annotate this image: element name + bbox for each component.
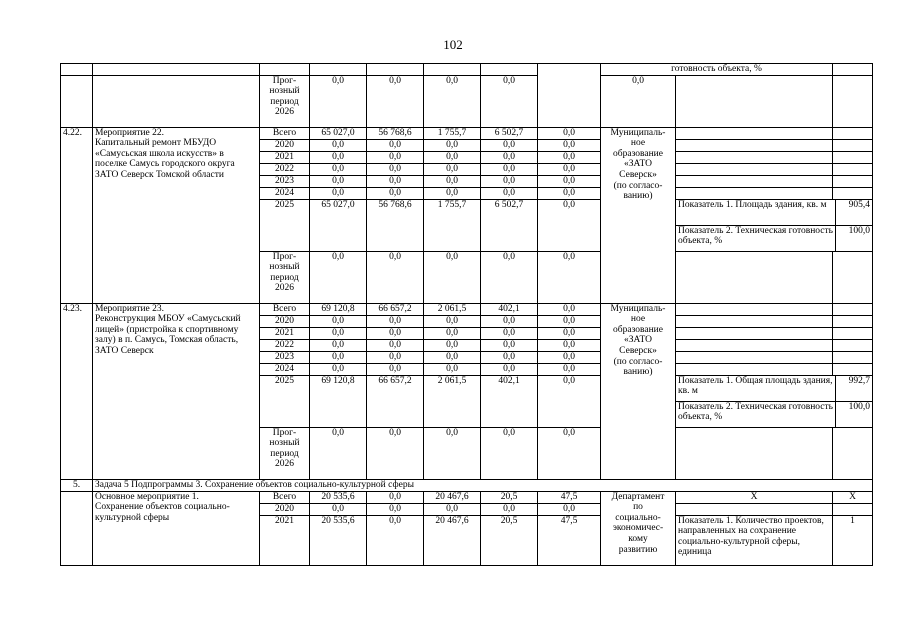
value-cell: 69 120,8 [310, 303, 367, 315]
empty-cell [61, 75, 93, 127]
value-cell: 0,0 [481, 351, 538, 363]
value-cell: 0,0 [367, 315, 424, 327]
value-cell: 20,5 [481, 491, 538, 503]
value-cell: 0,0 [481, 315, 538, 327]
value-cell: 0,0 [367, 427, 424, 479]
value-cell: 0,0 [310, 187, 367, 199]
value-cell: 0,0 [601, 75, 676, 127]
value-cell: 0,0 [424, 163, 481, 175]
value-cell: 20 467,6 [424, 515, 481, 565]
value-cell: 65 027,0 [310, 127, 367, 139]
value-cell: 0,0 [538, 175, 601, 187]
value-cell: 0,0 [481, 327, 538, 339]
empty-cell [833, 427, 873, 479]
empty-cell [676, 175, 833, 187]
year-cell: 2020 [260, 503, 310, 515]
value-cell: 0,0 [367, 503, 424, 515]
year-cell: Прог- нозный период 2026 [260, 75, 310, 127]
executor-cell: Муниципаль- ное образование «ЗАТО Северск» (по согласо- ванию) [601, 127, 676, 303]
year-cell: 2021 [260, 327, 310, 339]
value-cell: 0,0 [481, 363, 538, 375]
year-cell: 2024 [260, 363, 310, 375]
value-cell: 0,0 [481, 139, 538, 151]
value-cell: 0,0 [538, 315, 601, 327]
indicator-value: 1 [833, 515, 873, 565]
empty-cell [676, 339, 833, 351]
value-cell: 0,0 [481, 339, 538, 351]
value-cell: 0,0 [310, 163, 367, 175]
table-row [61, 491, 873, 503]
indicator-value: 905,4 [836, 200, 873, 226]
year-cell: Прог- нозный период 2026 [260, 427, 310, 479]
value-cell: 0,0 [538, 187, 601, 199]
table-row [61, 303, 873, 315]
value-cell: 0,0 [424, 175, 481, 187]
value-cell: 0,0 [481, 175, 538, 187]
empty-cell [310, 64, 367, 76]
empty-cell [367, 64, 424, 76]
year-cell: 2022 [260, 339, 310, 351]
empty-cell [676, 251, 833, 303]
program-table [60, 63, 873, 566]
value-cell: 0,0 [367, 175, 424, 187]
value-cell: 0,0 [424, 187, 481, 199]
table-row [61, 75, 873, 127]
value-cell: 56 768,6 [367, 199, 424, 251]
item-number: 4.23. [61, 303, 93, 479]
value-cell: 0,0 [424, 315, 481, 327]
value-cell: 0,0 [481, 187, 538, 199]
value-cell: 66 657,2 [367, 303, 424, 315]
value-cell: 1 755,7 [424, 127, 481, 139]
value-cell: 0,0 [424, 427, 481, 479]
empty-cell [833, 151, 873, 163]
value-cell: 0,0 [367, 187, 424, 199]
empty-cell [260, 64, 310, 76]
empty-cell [833, 187, 873, 199]
value-cell: 0,0 [367, 151, 424, 163]
page-number: 102 [443, 37, 463, 52]
empty-cell [676, 427, 833, 479]
value-cell: 20 535,6 [310, 491, 367, 503]
value-cell: 0,0 [538, 351, 601, 363]
indicator-label: Показатель 1. Общая площадь здания, кв. м [676, 376, 836, 402]
table-row [61, 64, 873, 76]
x-label: X [676, 491, 833, 503]
item-number: 4.22. [61, 127, 93, 303]
empty-cell [676, 315, 833, 327]
value-cell: 0,0 [481, 75, 538, 127]
value-cell: 402,1 [481, 375, 538, 427]
value-cell: 0,0 [310, 351, 367, 363]
value-cell: 65 027,0 [310, 199, 367, 251]
value-cell: 0,0 [424, 151, 481, 163]
value-cell: 0,0 [310, 427, 367, 479]
indicator-value: 992,7 [836, 376, 873, 402]
indicator-subtable [676, 376, 872, 427]
value-cell: 0,0 [310, 327, 367, 339]
empty-cell [833, 127, 873, 139]
value-cell: 47,5 [538, 515, 601, 565]
value-cell: 2 061,5 [424, 303, 481, 315]
value-cell: 402,1 [481, 303, 538, 315]
empty-cell [833, 163, 873, 175]
indicator-row [676, 376, 872, 402]
value-cell: 66 657,2 [367, 375, 424, 427]
value-cell: 0,0 [538, 139, 601, 151]
year-cell: 2025 [260, 199, 310, 251]
value-cell: 0,0 [367, 327, 424, 339]
value-cell: 69 120,8 [310, 375, 367, 427]
value-cell: 0,0 [538, 251, 601, 303]
empty-cell [676, 163, 833, 175]
value-cell: 0,0 [538, 303, 601, 315]
indicator-value: 100,0 [848, 225, 870, 236]
value-cell: 0,0 [538, 375, 601, 427]
value-cell: 0,0 [367, 163, 424, 175]
empty-cell [833, 503, 873, 515]
empty-cell [833, 251, 873, 303]
value-cell: 0,0 [424, 327, 481, 339]
empty-cell [676, 75, 833, 127]
value-cell: 0,0 [424, 339, 481, 351]
task-number: 5. [61, 479, 93, 491]
year-cell: Всего [260, 303, 310, 315]
indicator-row [676, 401, 872, 427]
empty-cell [61, 491, 93, 565]
value-cell: 0,0 [367, 139, 424, 151]
indicator-label: Показатель 1. Количество проектов, направленных на сохранение социально-культурной сферы, единица [676, 515, 833, 565]
value-cell: 20 467,6 [424, 491, 481, 503]
year-cell: 2021 [260, 515, 310, 565]
indicator-label: Показатель 2. Техническая готовность объекта, % [676, 225, 836, 251]
empty-cell [676, 327, 833, 339]
value-cell: 0,0 [481, 251, 538, 303]
indicator-row [676, 200, 872, 226]
year-cell: 2021 [260, 151, 310, 163]
empty-cell [833, 175, 873, 187]
value-cell: 0,0 [424, 503, 481, 515]
value-cell: 0,0 [310, 175, 367, 187]
value-cell: 20,5 [481, 515, 538, 565]
value-cell: 56 768,6 [367, 127, 424, 139]
indicators-cell [676, 375, 873, 427]
empty-cell [676, 363, 833, 375]
value-cell: 0,0 [367, 251, 424, 303]
indicator-subtable [676, 200, 872, 251]
table-row [61, 479, 873, 491]
empty-cell [833, 315, 873, 327]
empty-cell [93, 75, 260, 127]
indicators-cell [676, 199, 873, 251]
value-cell: 0,0 [367, 515, 424, 565]
value-cell: 0,0 [367, 363, 424, 375]
empty-cell [833, 327, 873, 339]
executor-cell: Муниципаль- ное образование «ЗАТО Северск» (по согласо- ванию) [601, 303, 676, 479]
empty-cell [481, 64, 538, 76]
value-cell: 0,0 [310, 315, 367, 327]
value-cell: 0,0 [538, 127, 601, 139]
year-cell: 2020 [260, 315, 310, 327]
value-cell: 0,0 [424, 75, 481, 127]
value-cell: 0,0 [538, 427, 601, 479]
year-cell: Всего [260, 491, 310, 503]
value-cell: 0,0 [367, 75, 424, 127]
empty-cell [833, 75, 873, 127]
value-cell: 0,0 [538, 151, 601, 163]
value-cell: 0,0 [481, 503, 538, 515]
empty-cell [61, 64, 93, 76]
executor-cell: Департамент по социально- экономичес- кому развитию [601, 491, 676, 565]
task-title: Задача 5 Подпрограммы 3. Сохранение объектов социально-культурной сферы [93, 479, 873, 491]
empty-cell [676, 151, 833, 163]
empty-cell [676, 187, 833, 199]
year-cell: Всего [260, 127, 310, 139]
empty-cell [93, 64, 260, 76]
empty-cell [833, 64, 873, 76]
value-cell: 6 502,7 [481, 127, 538, 139]
year-cell: Прог- нозный период 2026 [260, 251, 310, 303]
item-name: Мероприятие 23. Реконструкция МБОУ «Самусьский лицей» (пристройка к спортивному залу) в п. Самусь, Томская область, ЗАТО Северск [93, 303, 260, 479]
empty-cell [833, 303, 873, 315]
value-cell: 1 755,7 [424, 199, 481, 251]
value-cell: 0,0 [367, 351, 424, 363]
value-cell: 20 535,6 [310, 515, 367, 565]
value-cell: 47,5 [538, 491, 601, 503]
empty-cell [833, 339, 873, 351]
value-cell: 0,0 [481, 427, 538, 479]
empty-cell [676, 139, 833, 151]
value-cell: 0,0 [538, 503, 601, 515]
value-cell: 0,0 [310, 251, 367, 303]
value-cell: 0,0 [310, 363, 367, 375]
year-cell: 2020 [260, 139, 310, 151]
value-cell: 0,0 [538, 327, 601, 339]
item-name: Мероприятие 22. Капитальный ремонт МБУДО «Самусьская школа искусств» в поселке Самусь городского округа ЗАТО Северск Томской области [93, 127, 260, 303]
indicator-label: Показатель 2. Техническая готовность объекта, % [676, 401, 836, 427]
value-cell: 0,0 [310, 503, 367, 515]
value-cell: 0,0 [424, 251, 481, 303]
value-cell: 0,0 [310, 139, 367, 151]
value-cell: 0,0 [538, 363, 601, 375]
value-cell: 0,0 [310, 151, 367, 163]
empty-cell [676, 303, 833, 315]
empty-cell [833, 363, 873, 375]
empty-cell [676, 127, 833, 139]
indicator-label: Показатель 1. Площадь здания, кв. м [676, 200, 836, 226]
year-cell: 2024 [260, 187, 310, 199]
indicator-row [676, 225, 872, 251]
value-cell: 0,0 [481, 151, 538, 163]
year-cell: 2025 [260, 375, 310, 427]
value-cell: 0,0 [310, 75, 367, 127]
value-cell: 0,0 [424, 351, 481, 363]
empty-cell [833, 139, 873, 151]
table-row [61, 127, 873, 139]
empty-cell [676, 503, 833, 515]
value-cell: 6 502,7 [481, 199, 538, 251]
year-cell: 2023 [260, 175, 310, 187]
event-name: Основное мероприятие 1. Сохранение объектов социально-культурной сферы [93, 491, 260, 565]
value-cell: 0,0 [538, 163, 601, 175]
value-cell: 0,0 [310, 339, 367, 351]
empty-cell [538, 64, 601, 128]
year-cell: 2022 [260, 163, 310, 175]
value-cell: 0,0 [538, 199, 601, 251]
value-cell: 0,0 [424, 139, 481, 151]
x-value: X [833, 491, 873, 503]
value-cell: 0,0 [424, 363, 481, 375]
value-cell: 0,0 [367, 491, 424, 503]
value-cell: 0,0 [481, 163, 538, 175]
indicator-cell: готовность объекта, % [601, 64, 833, 76]
value-cell: 0,0 [538, 339, 601, 351]
indicator-value: 100,0 [848, 401, 870, 412]
value-cell: 0,0 [367, 339, 424, 351]
empty-cell [833, 351, 873, 363]
empty-cell [424, 64, 481, 76]
year-cell: 2023 [260, 351, 310, 363]
empty-cell [676, 351, 833, 363]
value-cell: 2 061,5 [424, 375, 481, 427]
